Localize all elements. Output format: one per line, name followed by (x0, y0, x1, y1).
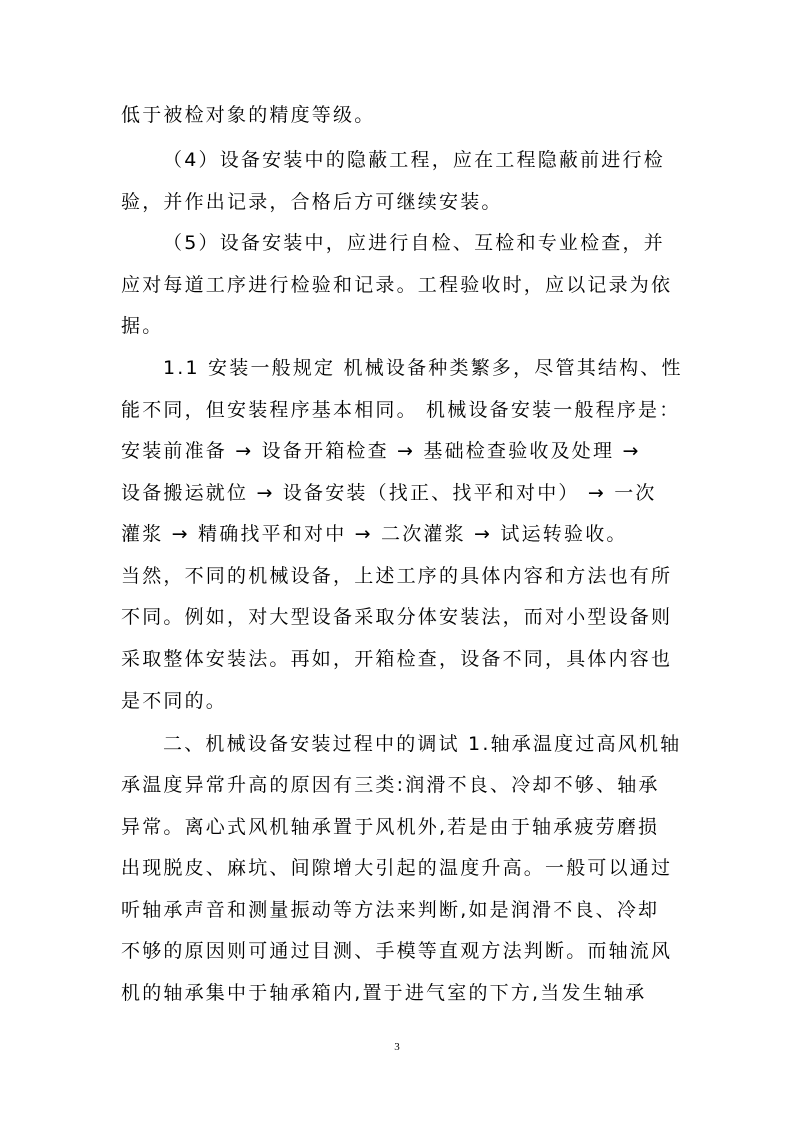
text-line: 据。 (121, 315, 164, 337)
text-line: 应对每道工序进行检验和记录。工程验收时，应以记录为依 (121, 274, 673, 296)
text-line: 不够的原因则可通过目测、手模等直观方法判断。而轴流风 (121, 940, 673, 962)
text-line: 验，并作出记录，合格后方可继续安装。 (121, 191, 503, 213)
text-line: 是不同的。 (121, 690, 228, 712)
text-line: 当然，不同的机械设备，上述工序的具体内容和方法也有所 (121, 565, 673, 587)
text-line: 安装前准备 → 设备开箱检查 → 基础检查验收及处理 → (121, 440, 641, 462)
text-line: 机的轴承集中于轴承箱内,置于进气室的下方,当发生轴承 (121, 982, 647, 1004)
text-line: 能不同，但安装程序基本相同。 机械设备安装一般程序是： (121, 399, 681, 421)
text-line: 二、机械设备安装过程中的调试 1.轴承温度过高风机轴 (163, 733, 682, 755)
text-line: 异常。离心式风机轴承置于风机外,若是由于轴承疲劳磨损 (121, 816, 660, 838)
page-number: 3 (394, 1041, 400, 1053)
text-line: 设备搬运就位 → 设备安装（找正、找平和对中） → 一次 (121, 482, 657, 504)
text-line: 出现脱皮、麻坑、间隙增大引起的温度升高。一般可以通过 (121, 857, 673, 879)
text-line: 不同。例如，对大型设备采取分体安装法，而对小型设备则 (121, 606, 673, 628)
text-line: 1.1 安装一般规定 机械设备种类繁多，尽管其结构、性 (163, 357, 683, 379)
text-line: （5）设备安装中，应进行自检、互检和专业检查，并 (163, 232, 665, 254)
text-line: 承温度异常升高的原因有三类:润滑不良、冷却不够、轴承 (121, 774, 660, 796)
text-line: 灌浆 → 精确找平和对中 → 二次灌浆 → 试运转验收。 (121, 523, 628, 545)
text-line: （4）设备安装中的隐蔽工程，应在工程隐蔽前进行检 (163, 149, 665, 171)
text-line: 采取整体安装法。再如，开箱检查，设备不同，具体内容也 (121, 648, 673, 670)
text-line: 低于被检对象的精度等级。 (121, 104, 376, 126)
text-line: 听轴承声音和测量振动等方法来判断,如是润滑不良、冷却 (121, 899, 660, 921)
